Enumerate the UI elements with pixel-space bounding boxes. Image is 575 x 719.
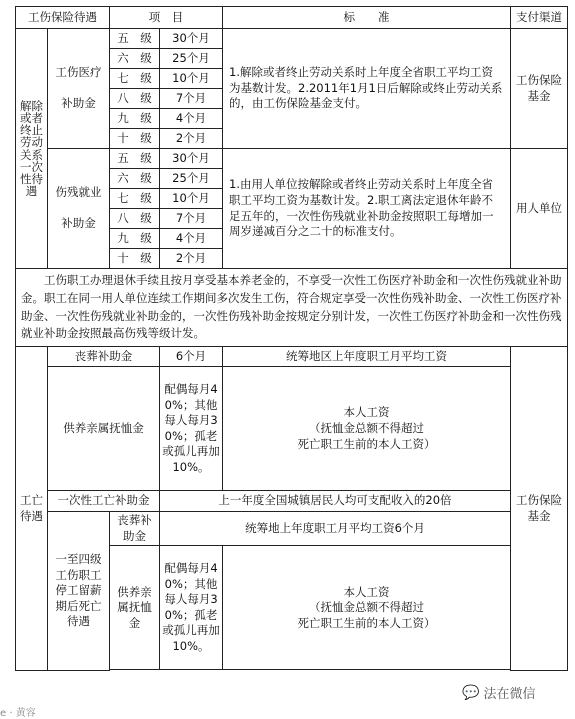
- header-col-channel: 支付渠道: [511, 7, 568, 29]
- disability-months: 30个月: [160, 149, 223, 169]
- support-std-line1: 本人工资: [343, 405, 390, 420]
- disability-months: 10个月: [160, 189, 223, 209]
- disability-grade: 九 级: [110, 229, 160, 249]
- medical-channel: 工伤保险基金: [511, 29, 568, 149]
- sub-support-standard: [223, 546, 511, 670]
- disability-grade: 五 级: [110, 149, 160, 169]
- disability-grade: 十 级: [110, 249, 160, 269]
- medical-grade: 十 级: [110, 129, 160, 149]
- medical-grade: 六 级: [110, 49, 160, 69]
- medical-months: 30个月: [160, 29, 223, 49]
- wechat-icon: 💬: [462, 684, 480, 701]
- support-ratio: 配偶每月40%；其他每人每月30%；孤老或孤儿再加10%。: [160, 367, 223, 491]
- medical-label-b: 补助金: [61, 96, 96, 111]
- funeral-subsidy-label: 丧葬补助金: [48, 347, 160, 367]
- medical-grade: 七 级: [110, 69, 160, 89]
- disability-standard: 1.由用人单位按解除或者终止劳动关系时上年度全省职工平均工资为基数计发。2.职工离法定退休年龄不足五年的，一次性伤残就业补助金按照职工每增加一周岁递减百分之二十的标准支付。: [223, 149, 511, 269]
- support-pension-label: 供养亲属抚恤金: [48, 367, 160, 491]
- benefits-table: [15, 6, 568, 671]
- disability-channel: 用人单位: [511, 149, 568, 269]
- medical-months: 25个月: [160, 49, 223, 69]
- medical-standard: 1.解除或者终止劳动关系时上年度全省职工平均工资为基数计发。2.2011年1月1日后解除或终止劳动关系的，由工伤保险基金支付。: [223, 29, 511, 149]
- funeral-standard: 统筹地区上年度职工月平均工资: [223, 347, 511, 367]
- medical-months: 2个月: [160, 129, 223, 149]
- sub-std-line3: 死亡职工生前的本人工资）: [297, 615, 436, 630]
- watermark-text: 法在微信: [483, 687, 536, 702]
- disability-grade: 七 级: [110, 189, 160, 209]
- cropped-caption: e · 黄容: [0, 708, 36, 719]
- medical-months: 7个月: [160, 89, 223, 109]
- sub-group-label: 一至四级工伤职工停工留薪期后死亡待遇: [48, 512, 110, 671]
- support-std-line2: （抚恤金总额不得超过: [309, 420, 424, 435]
- support-standard: [223, 367, 511, 491]
- header-col-standard: 标 准: [223, 7, 511, 29]
- medical-months: 10个月: [160, 69, 223, 89]
- sub-funeral-standard: 统筹地上年度职工月平均工资6个月: [160, 512, 511, 546]
- table-header-row: [16, 7, 568, 29]
- retirement-note: 工伤职工办理退休手续且按月享受基本养老金的，不享受一次性工伤医疗补助金和一次性伤残就业补助金。职工在同一用人单位连续工作期间多次发生工伤，符合规定享受一次性伤残补助金、一次性工伤医疗补助金、一次性伤残就业补助金的，一次性伤残补助金按规定分别计发，一次性工伤医疗补助金和一次性伤残就业补助金按照最高伤残等级计发。: [16, 269, 568, 347]
- severance-group-label: 解除或者终止劳动关系一次性待遇: [16, 29, 48, 269]
- disability-label-b: 补助金: [61, 216, 96, 231]
- medical-label-a: 工伤医疗: [55, 65, 102, 80]
- sub-support-label: 供养亲属抚恤金: [110, 546, 160, 670]
- disability-label-a: 伤残就业: [55, 185, 102, 200]
- lump-sum-standard: 上一年度全国城镇居民人均可支配收入的20倍: [160, 491, 511, 512]
- disability-months: 25个月: [160, 169, 223, 189]
- sub-std-line2: （抚恤金总额不得超过: [309, 600, 424, 615]
- disability-months: 2个月: [160, 249, 223, 269]
- medical-subsidy-label: [48, 29, 110, 149]
- sub-std-line1: 本人工资: [343, 584, 390, 599]
- medical-grade: 五 级: [110, 29, 160, 49]
- disability-subsidy-label: [48, 149, 110, 269]
- death-group-label: 工亡待遇: [16, 347, 48, 671]
- lump-sum-label: 一次性工亡补助金: [48, 491, 160, 512]
- disability-grade: 六 级: [110, 169, 160, 189]
- disability-months: 4个月: [160, 229, 223, 249]
- death-channel: 工伤保险基金: [511, 347, 568, 671]
- sub-support-ratio: 配偶每月40%；其他每人每月30%；孤老或孤儿再加10%。: [160, 546, 223, 670]
- disability-grade: 八 级: [110, 209, 160, 229]
- watermark: [462, 683, 535, 702]
- funeral-months: 6个月: [160, 347, 223, 367]
- disability-months: 7个月: [160, 209, 223, 229]
- header-col-item: 项 目: [110, 7, 223, 29]
- medical-months: 4个月: [160, 109, 223, 129]
- support-std-line3: 死亡职工生前的本人工资）: [297, 436, 436, 451]
- header-col-benefit: 工伤保险待遇: [16, 7, 110, 29]
- medical-grade: 九 级: [110, 109, 160, 129]
- medical-grade: 八 级: [110, 89, 160, 109]
- sub-funeral-label: 丧葬补助金: [110, 512, 160, 546]
